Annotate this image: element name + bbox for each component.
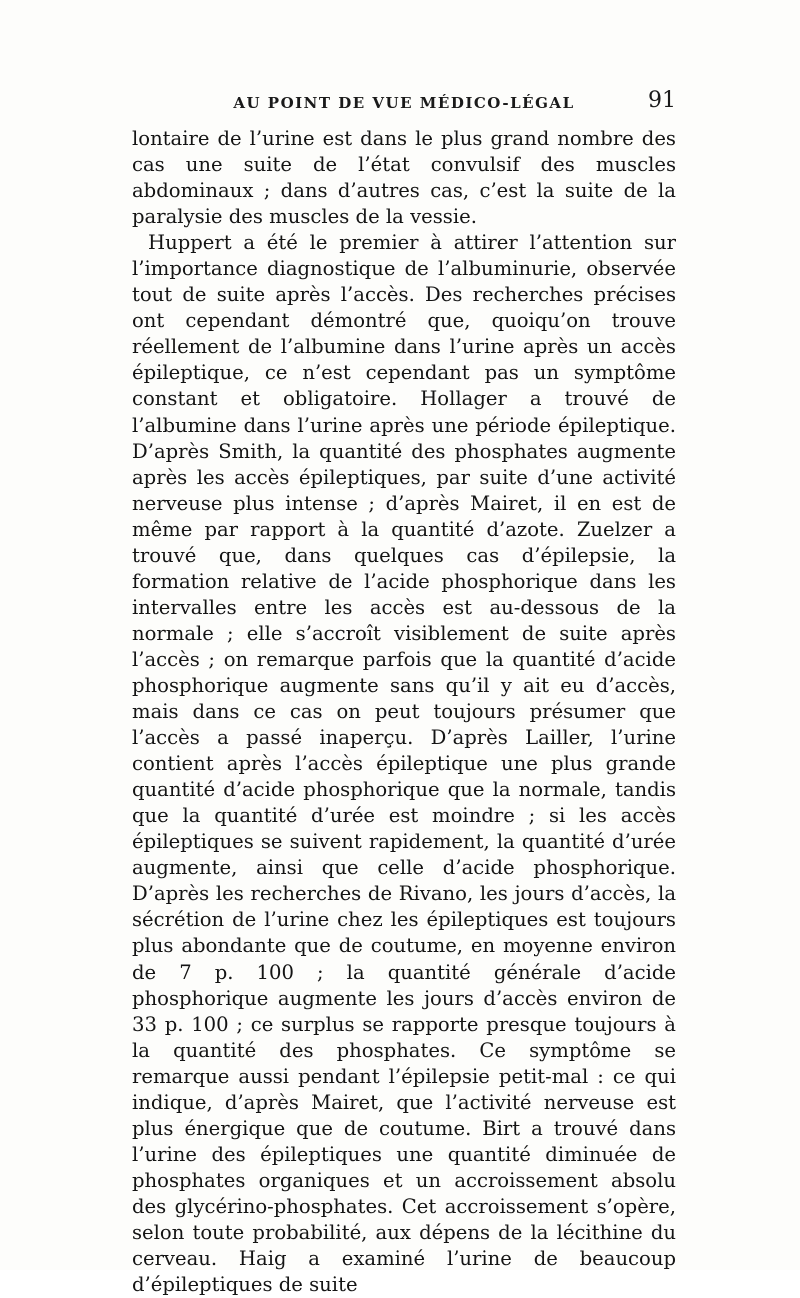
body-text <box>132 126 676 1298</box>
paragraph-continuation: lontaire de l’urine est dans le plus grand nombre des cas une suite de l’état convulsif des muscles abdominaux ; dans d’autres cas, c’est la suite de la paralysie des muscles de la vessie. <box>132 127 676 229</box>
running-title: AU POINT DE VUE MÉDICO-LÉGAL <box>233 94 575 112</box>
paragraph-huppert: Huppert a été le premier à attirer l’attention sur l’importance diagnostique de l’albuminurie, observée tout de suite après l’accès. Des recherches précises ont cependant démontré que, quoiqu’on trouve réellement de l’albumine dans l’urine après un accès épileptique, ce n’est cependant pas un symptôme constant et obligatoire. Hollager a trouvé de l’albumine dans l’urine après une période épileptique. D’après Smith, la quantité des phosphates augmente après les accès épileptiques, par suite d’une activité nerveuse plus intense ; d’après Mairet, il en est de même par rapport à la quantité d’azote. Zuelzer a trouvé que, dans quelques cas d’épilepsie, la formation relative de l’acide phosphorique dans les intervalles entre les accès est au-dessous de la normale ; elle s’accroît visiblement de suite après l’accès ; on remarque parfois que la quantité d’acide phosphorique augmente sans qu’il y ait eu d’accès, mais dans ce cas on peut toujours présumer que l’accès a passé inaperçu. D’après Lailler, l’urine contient après l’accès épileptique une plus grande quantité d’acide phosphorique que la normale, tandis que la quantité d’urée est moindre ; si les accès épileptiques se suivent rapidement, la quantité d’urée augmente, ainsi que celle d’acide phosphorique. D’après les recherches de Rivano, les jours d’accès, la sécrétion de l’urine chez les épileptiques est toujours plus abondante que de coutume, en moyenne environ de 7 p. 100 ; la quantité générale d’acide phosphorique augmente les jours d’accès environ de 33 p. 100 ; ce surplus se rapporte presque toujours à la quantité des phosphates. Ce symptôme se remarque aussi pendant l’épilepsie petit-mal : ce qui indique, d’après Mairet, que l’activité nerveuse est plus énergique que de coutume. Birt a trouvé dans l’urine des épileptiques une quantité diminuée de phosphates organiques et un accroissement absolu des glycérino-phosphates. Cet accroissement s’opère, selon toute probabilité, aux dépens de la lécithine du cerveau. Haig a examiné l’urine de beaucoup d’épileptiques de suite <box>132 231 676 1297</box>
page-number: 91 <box>648 88 676 113</box>
page-header <box>132 86 676 122</box>
